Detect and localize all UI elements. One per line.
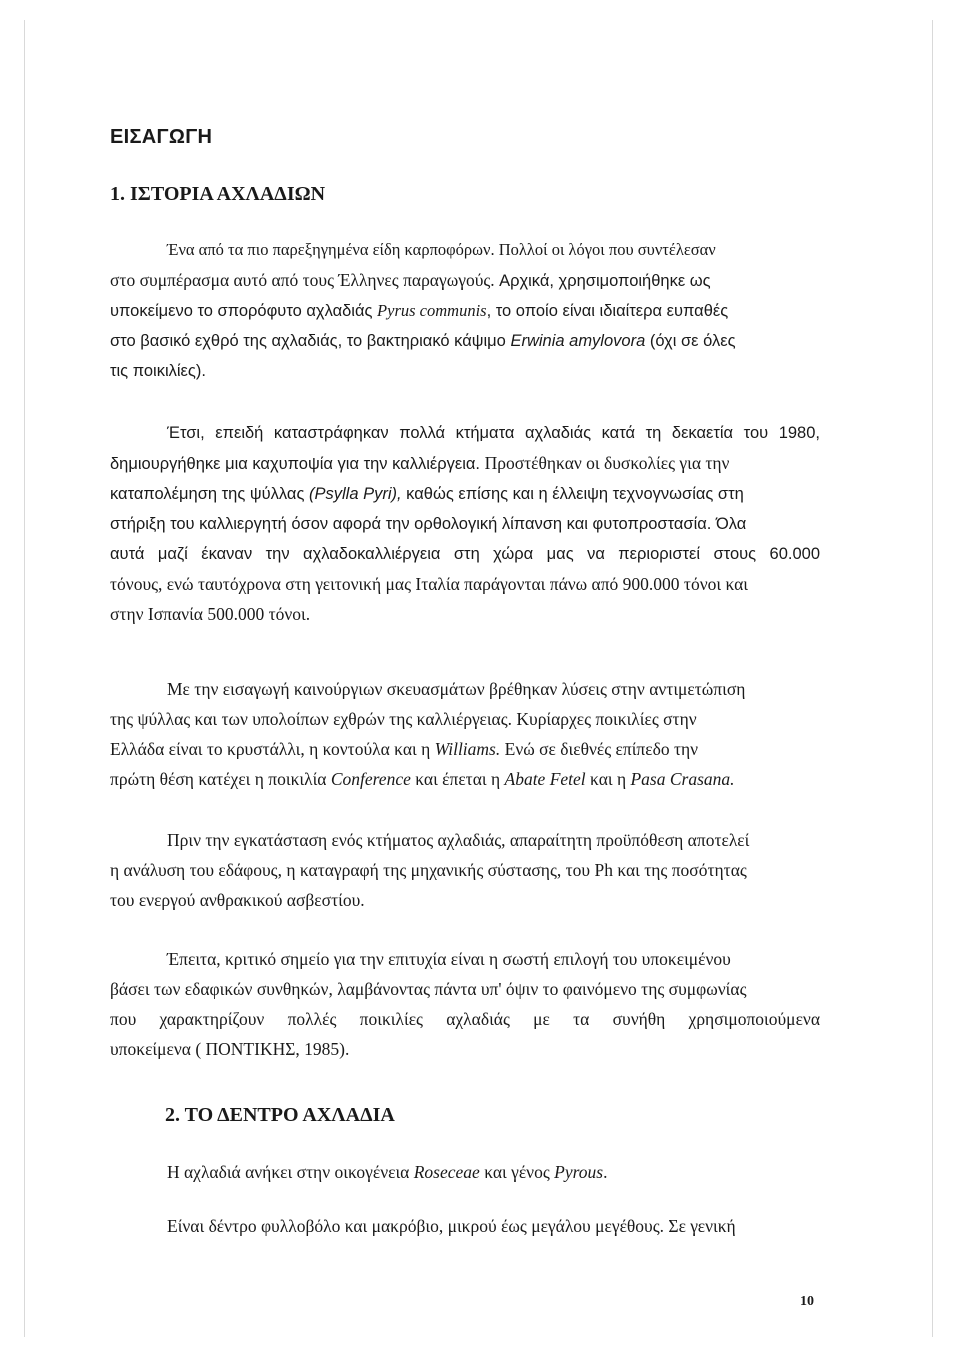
text-line <box>110 734 820 764</box>
text-span: Προστέθηκαν οι δυσκολίες για την <box>484 453 730 473</box>
text-line: βάσει των εδαφικών συνθηκών, λαμβάνοντας πάντα υπ' όψιν το φαινόμενο της συμφωνίας <box>110 979 747 999</box>
scan-edge-right <box>932 20 933 1337</box>
text-span: και γένος <box>479 1162 555 1182</box>
text-span: πρώτη θέση κατέχει η ποικιλία <box>110 769 331 789</box>
text-span: στο βασικό εχθρό της αχλαδιάς, το βακτηριακό κάψιμο <box>110 332 511 350</box>
section-1-paragraph-2 <box>110 418 820 629</box>
text-span: καθώς επίσης και η έλλειψη τεχνογνωσίας στη <box>401 485 744 503</box>
section-1-paragraph-4 <box>110 825 820 915</box>
text-span: Η αχλαδιά ανήκει στην οικογένεια <box>167 1162 414 1182</box>
text-line <box>110 235 820 265</box>
text-line: Έπειτα, κριτικό σημείο για την επιτυχία είναι η σωστή επιλογή του υποκειμένου <box>167 949 731 969</box>
text-span: δημιουργήθηκε μια καχυποψία για την καλλιέργεια. <box>110 455 485 473</box>
section-2-paragraph-2 <box>110 1211 820 1241</box>
text-span: Αρχικά, χρησιμοποιήθηκε ως <box>499 272 711 290</box>
text-span: , το οποίο είναι ιδιαίτερα ευπαθές <box>486 302 729 320</box>
scan-edge-left <box>24 20 25 1337</box>
species-name: Pyrus communis <box>377 301 487 320</box>
intro-heading: ΕΙΣΑΓΩΓΗ <box>110 126 213 148</box>
text-line: η ανάλυση του εδάφους, η καταγραφή της μηχανικής σύστασης, του Ph και της ποσότητας <box>110 860 747 880</box>
text-line: Πριν την εγκατάσταση ενός κτήματος αχλαδιάς, απαραίτητη προϋπόθεση αποτελεί <box>167 830 750 850</box>
text-span: και η <box>585 769 631 789</box>
text-span: και έπεται η <box>410 769 505 789</box>
text-line: στην Ισπανία 500.000 τόνοι. <box>110 604 311 624</box>
text-line: Είναι δέντρο φυλλοβόλο και μακρόβιο, μικρού έως μεγάλου μεγέθους. Σε γενική <box>167 1216 736 1236</box>
page-number: 10 <box>800 1294 814 1309</box>
text-span: στο συμπέρασμα αυτό από τους Έλληνες παραγωγούς. <box>110 270 500 290</box>
variety-name: Pasa Crasana. <box>630 769 735 789</box>
text-line: Έτσι, επειδή καταστράφηκαν πολλά κτήματα αχλαδιάς κατά τη δεκαετία του 1980, <box>167 424 820 442</box>
section-2-title: 2. ΤΟ ΔΕΝΤΡΟ ΑΧΛΑΔΙΑ <box>165 1104 395 1126</box>
species-name: Erwinia amylovora <box>510 332 646 350</box>
text-line <box>110 326 820 356</box>
section-1-paragraph-3 <box>110 674 820 794</box>
text-span: . <box>603 1162 608 1182</box>
text-span: τις ποικιλίες). <box>110 362 206 380</box>
text-span: Ενώ σε διεθνές επίπεδο την <box>500 739 699 759</box>
genus-name: Pyrous <box>554 1162 604 1182</box>
text-line: τόνους, ενώ ταυτόχρονα στη γειτονική μας Ιταλία παράγονται πάνω από 900.000 τόνοι και <box>110 574 748 594</box>
text-line <box>110 296 820 326</box>
variety-name: Williams. <box>434 739 501 759</box>
variety-name: Conference <box>330 769 411 789</box>
section-1-paragraph-5 <box>110 944 820 1064</box>
text-line: που χαρακτηρίζουν πολλές ποικιλίες αχλαδιάς με τα συνήθη χρησιμοποιούμενα <box>110 1009 820 1029</box>
text-span: καταπολέμηση της ψύλλας <box>110 485 309 503</box>
text-span: (όχι σε όλες <box>645 332 736 350</box>
text-line <box>110 448 820 479</box>
text-line <box>110 1157 820 1187</box>
text-span: Ένα από τα πιο παρεξηγημένα είδη καρποφόρων. Πολλοί οι λόγοι που συντέλεσαν <box>167 240 716 259</box>
text-line <box>110 479 820 509</box>
text-span: υποκείμενο το σπορόφυτο αχλαδιάς <box>110 302 378 320</box>
text-line <box>110 356 820 386</box>
species-name: (Psylla Pyri), <box>309 485 402 503</box>
text-line <box>110 265 820 296</box>
text-line: στήριξη του καλλιεργητή όσον αφορά την ορθολογική λίπανση και φυτοπροστασία. Όλα <box>110 515 747 533</box>
text-line: της ψύλλας και των υπολοίπων εχθρών της καλλιέργειας. Κυρίαρχες ποικιλίες στην <box>110 709 697 729</box>
family-name: Roseceae <box>413 1162 480 1182</box>
section-1-paragraph-1 <box>110 235 820 386</box>
section-1-title: 1. ΙΣΤΟΡΙΑ ΑΧΛΑΔΙΩΝ <box>110 183 326 205</box>
variety-name: Abate Fetel <box>504 769 586 789</box>
text-line: αυτά μαζί έκαναν την αχλαδοκαλλιέργεια στη χώρα μας να περιοριστεί στους 60.000 <box>110 545 820 563</box>
text-line: του ενεργού ανθρακικού ασβεστίου. <box>110 890 365 910</box>
section-2-paragraph-1 <box>110 1157 820 1187</box>
text-span: Ελλάδα είναι το κρυστάλλι, η κοντούλα και η <box>110 739 435 759</box>
text-line: Με την εισαγωγή καινούργιων σκευασμάτων βρέθηκαν λύσεις στην αντιμετώπιση <box>167 679 746 699</box>
text-line: υποκείμενα ( ΠΟΝΤΙΚΗΣ, 1985). <box>110 1039 350 1059</box>
text-line <box>110 764 820 794</box>
